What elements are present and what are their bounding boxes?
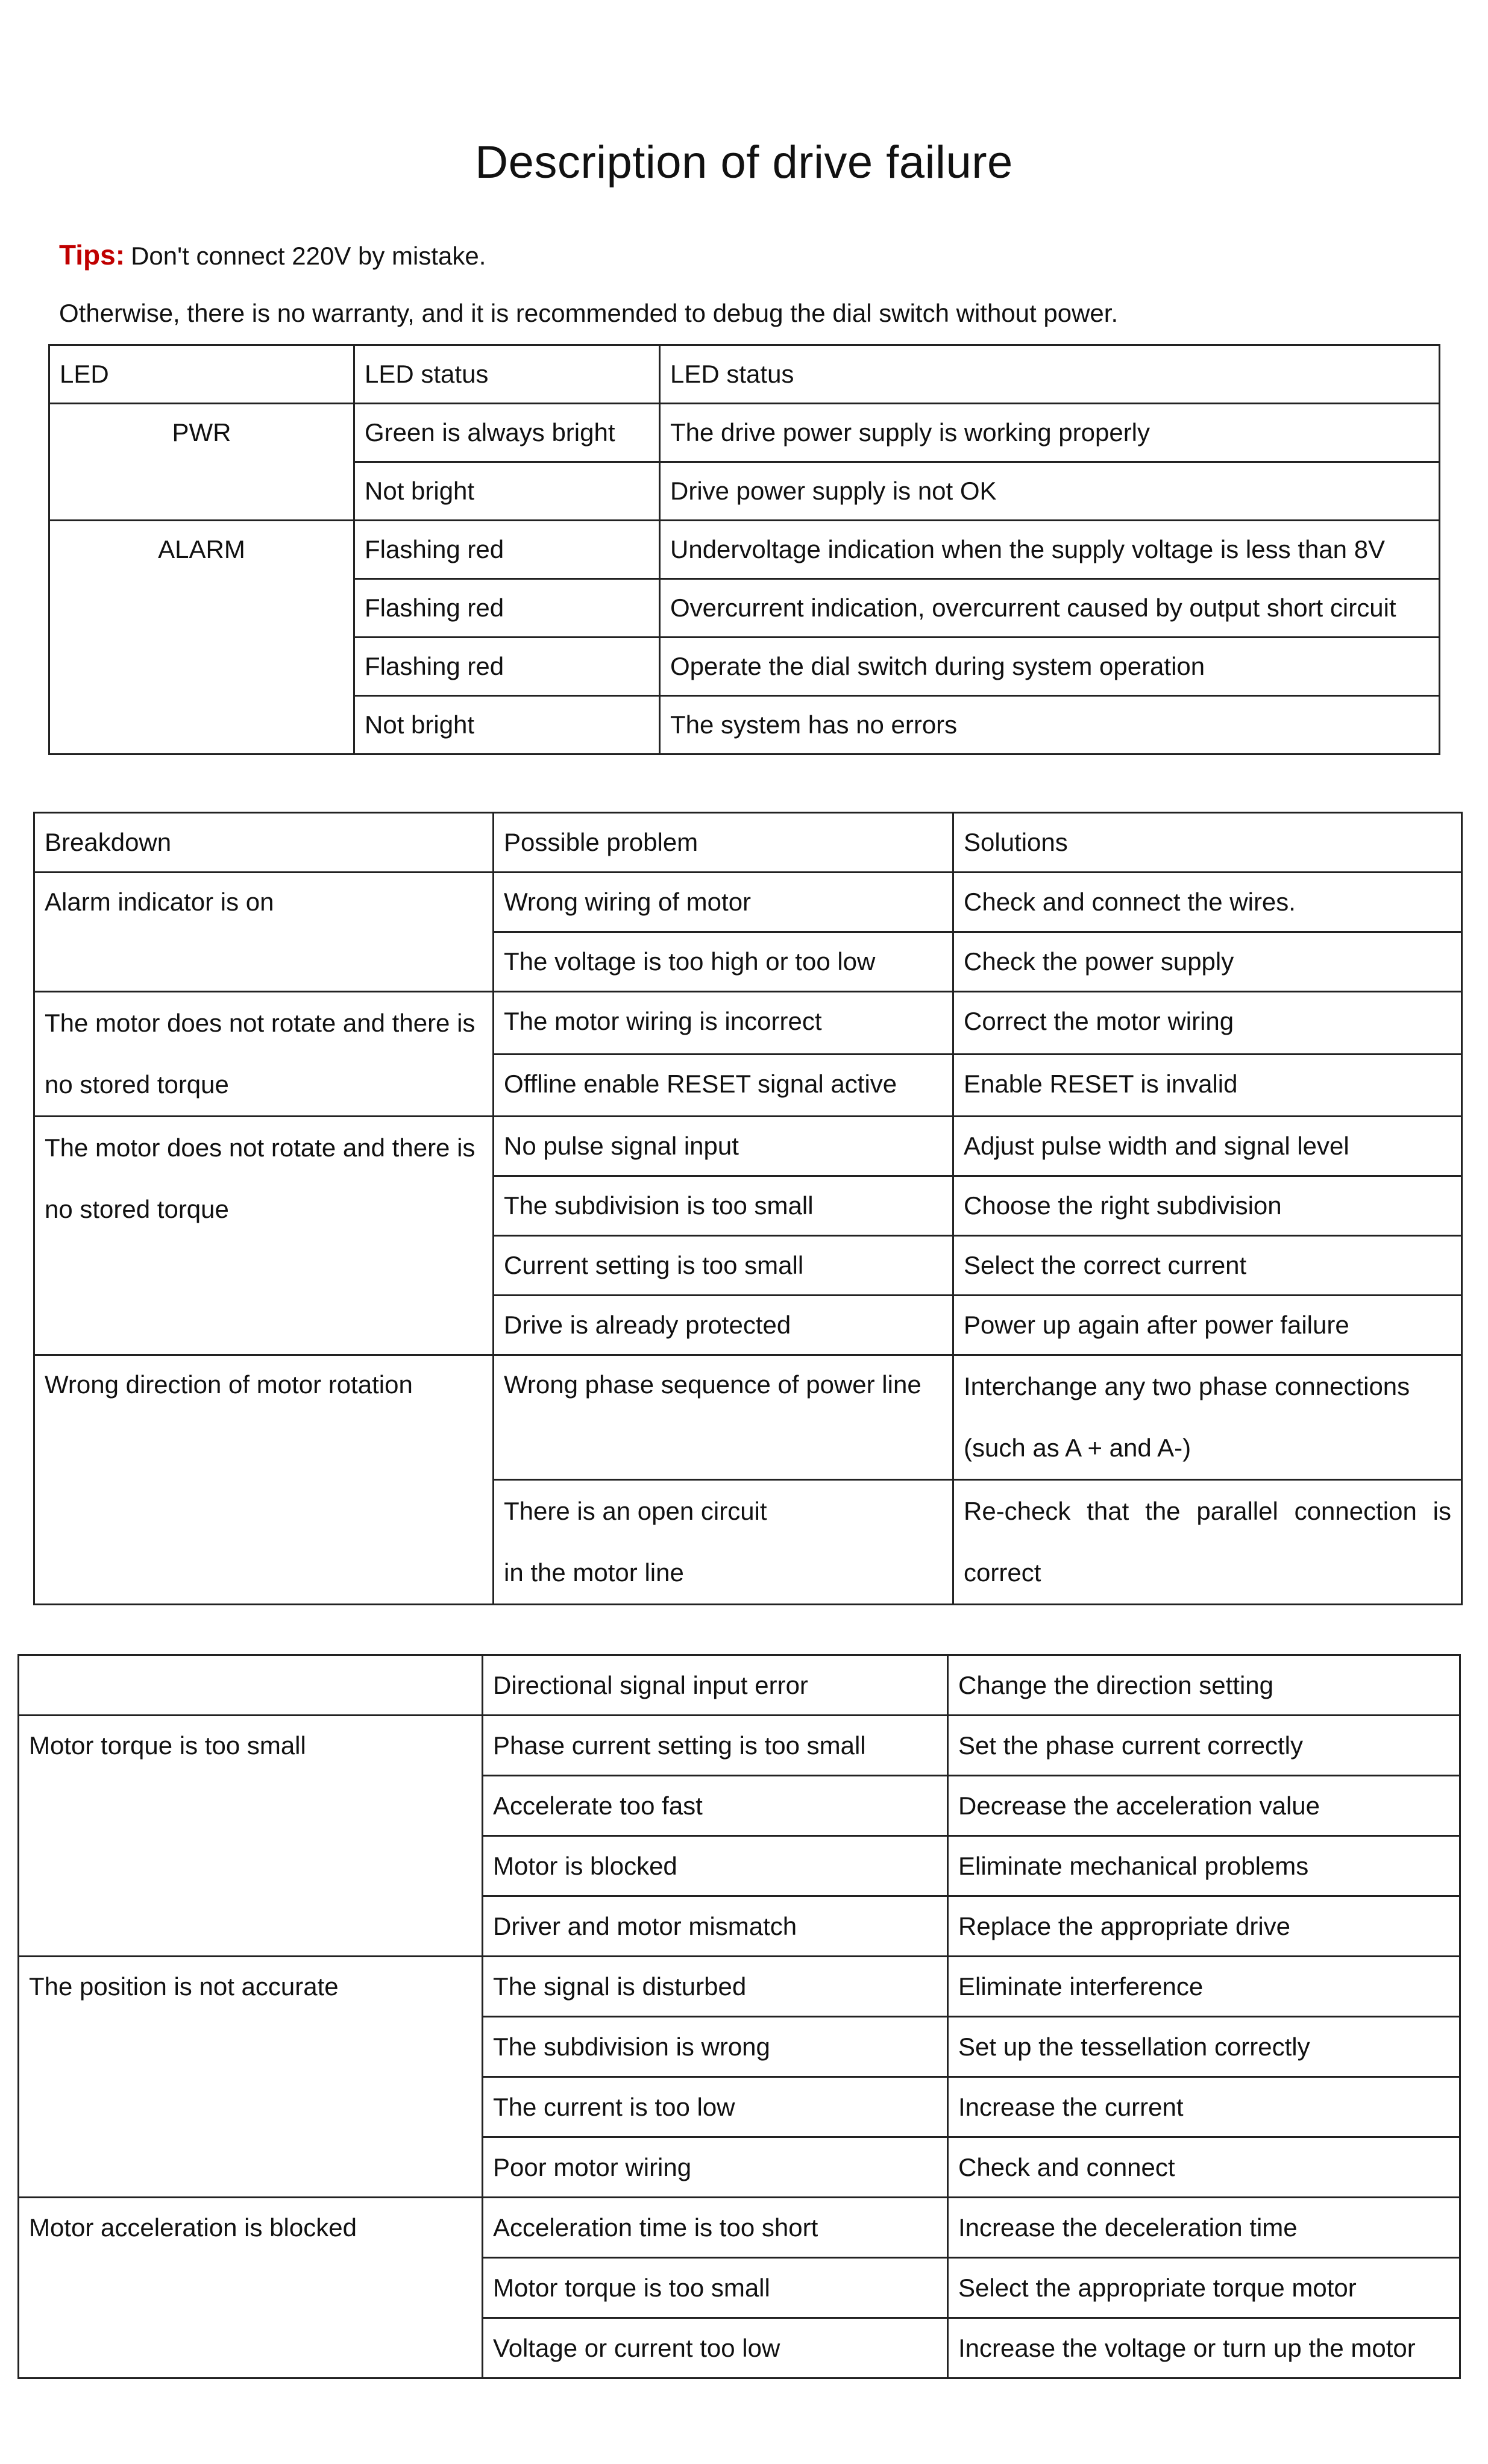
- solution-cell: Check and connect: [948, 2137, 1460, 2198]
- breakdown-line: no stored torque: [45, 1070, 229, 1099]
- problem-cell: Voltage or current too low: [483, 2318, 948, 2378]
- led-status-cell: Flashing red: [354, 638, 660, 696]
- breakdown-cell: Motor acceleration is blocked: [19, 2198, 483, 2378]
- header-cell: Breakdown: [34, 813, 494, 873]
- led-desc-cell: Operate the dial switch during system operation: [660, 638, 1440, 696]
- solution-cell: [953, 1480, 1462, 1605]
- breakdown-cell: [34, 992, 494, 1117]
- problem-cell: Wrong phase sequence of power line: [494, 1355, 953, 1480]
- warranty-warning: Otherwise, there is no warranty, and it is recommended to debug the dial switch without power.: [59, 299, 1119, 327]
- breakdown-cell: The position is not accurate: [19, 1957, 483, 2198]
- led-desc-cell: Overcurrent indication, overcurrent caused by output short circuit: [660, 579, 1440, 638]
- led-desc-cell: The drive power supply is working properly: [660, 404, 1440, 462]
- breakdown-cell: [34, 1117, 494, 1355]
- header-cell: Possible problem: [494, 813, 953, 873]
- led-status-cell: Flashing red: [354, 521, 660, 579]
- solution-cell: Decrease the acceleration value: [948, 1776, 1460, 1836]
- table-header-row: [49, 345, 1440, 404]
- led-status-cell: Flashing red: [354, 579, 660, 638]
- solution-cell: Set up the tessellation correctly: [948, 2017, 1460, 2077]
- tips-label: Tips:: [59, 239, 125, 271]
- solution-line: Interchange any two phase connections: [964, 1372, 1410, 1400]
- solution-cell: Check the power supply: [953, 932, 1462, 992]
- solution-cell: Enable RESET is invalid: [953, 1054, 1462, 1117]
- solution-cell: Replace the appropriate drive: [948, 1896, 1460, 1957]
- header-cell: Solutions: [953, 813, 1462, 873]
- header-cell: LED status: [354, 345, 660, 404]
- fault-table-continued: [17, 1654, 1461, 2379]
- breakdown-line: no stored torque: [45, 1195, 229, 1223]
- breakdown-cell: [19, 1655, 483, 1716]
- solution-cell: Check and connect the wires.: [953, 873, 1462, 932]
- page-title: Description of drive failure: [475, 137, 1013, 188]
- solution-cell: Select the correct current: [953, 1236, 1462, 1296]
- problem-cell: The subdivision is too small: [494, 1176, 953, 1236]
- problem-cell: Directional signal input error: [483, 1655, 948, 1716]
- problem-cell: The voltage is too high or too low: [494, 932, 953, 992]
- breakdown-cell: Alarm indicator is on: [34, 873, 494, 992]
- solution-cell: Choose the right subdivision: [953, 1176, 1462, 1236]
- solution-cell: Power up again after power failure: [953, 1296, 1462, 1355]
- problem-cell: Current setting is too small: [494, 1236, 953, 1296]
- problem-cell: Drive is already protected: [494, 1296, 953, 1355]
- solution-cell: Increase the deceleration time: [948, 2198, 1460, 2258]
- problem-cell: [494, 1480, 953, 1605]
- problem-cell: The signal is disturbed: [483, 1957, 948, 2017]
- solution-line: Re-check that the parallel connection is: [964, 1497, 1451, 1525]
- solution-cell: Eliminate interference: [948, 1957, 1460, 2017]
- problem-cell: Wrong wiring of motor: [494, 873, 953, 932]
- problem-cell: The subdivision is wrong: [483, 2017, 948, 2077]
- led-name-alarm: ALARM: [49, 521, 354, 754]
- led-desc-cell: The system has no errors: [660, 696, 1440, 754]
- problem-cell: Driver and motor mismatch: [483, 1896, 948, 1957]
- table-row: [49, 404, 1440, 462]
- problem-cell: The motor wiring is incorrect: [494, 992, 953, 1055]
- solution-cell: Correct the motor wiring: [953, 992, 1462, 1055]
- table-row: [34, 1117, 1462, 1176]
- led-status-cell: Green is always bright: [354, 404, 660, 462]
- solution-cell: Increase the voltage or turn up the motor: [948, 2318, 1460, 2378]
- table-row: [34, 1355, 1462, 1480]
- led-desc-cell: Undervoltage indication when the supply voltage is less than 8V: [660, 521, 1440, 579]
- breakdown-line: The motor does not rotate and there is: [45, 1009, 476, 1037]
- breakdown-cell: Wrong direction of motor rotation: [34, 1355, 494, 1605]
- breakdown-line: The motor does not rotate and there is: [45, 1133, 476, 1162]
- solution-cell: Increase the current: [948, 2077, 1460, 2137]
- table-row: [19, 1655, 1460, 1716]
- breakdown-cell: Motor torque is too small: [19, 1716, 483, 1957]
- tips-text: Don't connect 220V by mistake.: [131, 242, 486, 270]
- solution-line: (such as A + and A-): [964, 1434, 1191, 1462]
- problem-cell: Acceleration time is too short: [483, 2198, 948, 2258]
- solution-cell: Eliminate mechanical problems: [948, 1836, 1460, 1896]
- led-status-cell: Not bright: [354, 696, 660, 754]
- problem-line: in the motor line: [504, 1558, 684, 1587]
- table-row: [19, 1716, 1460, 1776]
- problem-cell: Offline enable RESET signal active: [494, 1054, 953, 1117]
- solution-cell: Set the phase current correctly: [948, 1716, 1460, 1776]
- solution-cell: [953, 1355, 1462, 1480]
- solution-cell: Select the appropriate torque motor: [948, 2258, 1460, 2318]
- tips-line: [59, 239, 486, 271]
- fault-table: [33, 812, 1463, 1605]
- led-desc-cell: Drive power supply is not OK: [660, 462, 1440, 521]
- led-name-pwr: PWR: [49, 404, 354, 521]
- table-row: [34, 992, 1462, 1055]
- problem-cell: The current is too low: [483, 2077, 948, 2137]
- table-row: [19, 1957, 1460, 2017]
- table-header-row: [34, 813, 1462, 873]
- solution-cell: Change the direction setting: [948, 1655, 1460, 1716]
- solution-line: correct: [964, 1558, 1041, 1587]
- problem-cell: No pulse signal input: [494, 1117, 953, 1176]
- header-cell: LED: [49, 345, 354, 404]
- table-row: [19, 2198, 1460, 2258]
- problem-line: There is an open circuit: [504, 1497, 767, 1525]
- solution-cell: Adjust pulse width and signal level: [953, 1117, 1462, 1176]
- problem-cell: Poor motor wiring: [483, 2137, 948, 2198]
- led-status-table: [48, 344, 1440, 755]
- problem-cell: Phase current setting is too small: [483, 1716, 948, 1776]
- table-row: [34, 873, 1462, 932]
- table-row: [49, 521, 1440, 579]
- problem-cell: Motor torque is too small: [483, 2258, 948, 2318]
- header-cell: LED status: [660, 345, 1440, 404]
- led-status-cell: Not bright: [354, 462, 660, 521]
- problem-cell: Accelerate too fast: [483, 1776, 948, 1836]
- problem-cell: Motor is blocked: [483, 1836, 948, 1896]
